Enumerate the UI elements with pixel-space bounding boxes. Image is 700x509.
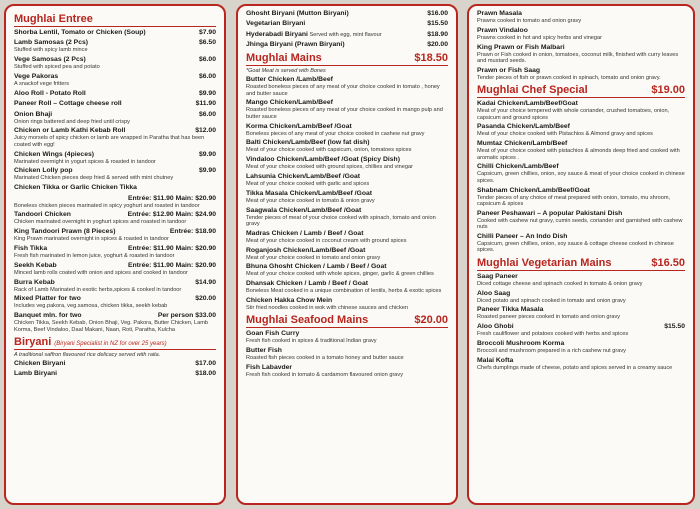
item-price: $20.00 bbox=[427, 41, 448, 49]
item-name: Fish Tikka bbox=[14, 244, 48, 252]
item-price: $9.90 bbox=[198, 89, 216, 97]
menu-item bbox=[246, 207, 448, 228]
item-row bbox=[14, 211, 216, 219]
item-row bbox=[14, 111, 216, 119]
menu-panel-right bbox=[467, 4, 695, 505]
item-desc: Meat of your choice tempered with whole coriander, crushed tomatoes, onion, capsicum and ground spices bbox=[477, 108, 670, 121]
item-name: Chilli Chicken/Lamb/Beef bbox=[477, 163, 559, 171]
item-desc: A snackof vege fritters bbox=[14, 80, 70, 87]
menu-item bbox=[477, 273, 685, 287]
item-name: Banquet mln. for two bbox=[14, 312, 82, 320]
item-desc: Onion rings battered and deep fried until crispy bbox=[14, 118, 130, 125]
menu-item bbox=[477, 323, 685, 337]
item-name: Prawn Masala bbox=[477, 10, 522, 17]
menu-item bbox=[14, 295, 216, 309]
item-desc: Chicken marinated overnight in yoghurt spices and roasted in tandoor bbox=[14, 219, 187, 226]
menu-item bbox=[14, 312, 216, 333]
menu-item bbox=[246, 10, 448, 18]
menu-item bbox=[477, 233, 685, 254]
menu-item bbox=[14, 184, 216, 192]
section-title: Mughlai Chef Special bbox=[477, 84, 588, 97]
item-desc: Minced lamb rolls coated with onion and spices and cooked in tandoor bbox=[14, 269, 188, 276]
item-desc: Diced cottage cheese and spinach cooked in tomato & onion gravy bbox=[477, 280, 643, 287]
item-row bbox=[246, 99, 448, 107]
item-row bbox=[14, 56, 216, 64]
item-name: Chicken Biryani bbox=[14, 359, 66, 367]
item-row bbox=[477, 140, 685, 148]
item-row bbox=[477, 290, 685, 298]
item-row bbox=[246, 31, 448, 39]
veg-list bbox=[477, 273, 685, 371]
item-price: Entrée: $18.90 bbox=[169, 228, 216, 236]
item-desc: Tender pieces of any choice of meat prepared with onion, tomato, mu shroom, capsicum & spices bbox=[477, 194, 671, 208]
item-desc: Meat of your choice cooked with ground spices, chillies and vinegar bbox=[246, 164, 413, 171]
item-row bbox=[246, 230, 448, 238]
menu-item bbox=[14, 245, 216, 259]
item-desc: Marinated overnight in yogurt spices & roasted in tandoor bbox=[14, 158, 156, 165]
item-row bbox=[477, 163, 685, 171]
item-desc: King Prawn marinated overnight in spices & roasted in tandoor bbox=[14, 236, 169, 243]
menu-panel-left bbox=[4, 4, 226, 505]
menu-item bbox=[477, 67, 685, 81]
item-row bbox=[477, 100, 685, 108]
item-price: $18.90 bbox=[427, 30, 448, 38]
menu-item bbox=[14, 39, 216, 53]
item-name: Seekh Kebab bbox=[14, 261, 57, 269]
item-row bbox=[14, 151, 216, 159]
menu-item bbox=[246, 297, 448, 311]
item-price: Entrée: $11.90 Main: $20.90 bbox=[127, 261, 216, 269]
menu-item bbox=[477, 123, 685, 137]
section-title: Biryani bbox=[14, 335, 52, 348]
item-row bbox=[14, 262, 216, 270]
item-row bbox=[246, 20, 448, 28]
item-desc: Stuffed with spicy lamb mince bbox=[14, 47, 88, 54]
item-desc: Boneless Meat cooked in a unique combination of lentils, herbs & exotic spices bbox=[246, 288, 442, 295]
item-price: $11.90 bbox=[195, 100, 216, 108]
item-row bbox=[477, 123, 685, 131]
item-name: Goan Fish Curry bbox=[246, 330, 300, 338]
item-price: $12.00 bbox=[195, 127, 216, 135]
item-row bbox=[477, 306, 685, 314]
item-desc: Prawn or Fish cooked in onion, tomatoes, coconut milk, finished with curry leaves and mustard seeds. bbox=[477, 51, 679, 64]
item-desc: Chefs dumplings made of cheese, potato and spices served in a creamy sauce bbox=[477, 364, 673, 371]
item-desc: Meat of your choice cooked in tomato and onion gravy bbox=[246, 254, 381, 261]
menu-item bbox=[246, 31, 448, 39]
item-name: Chicken Lolly pop bbox=[14, 167, 73, 175]
biryani-continued-list bbox=[246, 10, 448, 49]
item-row bbox=[246, 156, 448, 164]
item-desc: Meat of your choice cooked with Pistachios & Almond gravy and spices bbox=[477, 131, 653, 138]
item-price: $6.00 bbox=[198, 72, 216, 80]
seafood-continued-list bbox=[477, 10, 685, 81]
item-row bbox=[14, 295, 216, 303]
section-header-seafood bbox=[246, 314, 448, 328]
item-row bbox=[14, 90, 216, 98]
menu-item bbox=[246, 330, 448, 344]
menu-item bbox=[246, 156, 448, 170]
item-name: Chicken Hakka Chow Mein bbox=[246, 296, 333, 304]
item-inline-note: Served with egg, mint flavour bbox=[307, 31, 382, 38]
menu-item bbox=[477, 10, 685, 24]
item-row bbox=[246, 247, 448, 255]
item-row bbox=[477, 187, 685, 195]
item-name: Lamb Samosas (2 Pcs) bbox=[14, 39, 89, 47]
item-name: Mumtaz Chicken/Lamb/Beef bbox=[477, 140, 568, 148]
item-desc: Fresh cauliflower and potatoes cooked with herbs and spices bbox=[477, 331, 629, 338]
menu-item bbox=[14, 370, 216, 378]
item-desc: Cooked with cashew nut gravy, cumin seeds, coriander and garnished with cashew nuts bbox=[477, 217, 683, 231]
item-desc: Meat of your choice cooked with pistachios & almonds deep fried and cooked with aromatic spices . bbox=[477, 148, 680, 161]
item-row bbox=[14, 29, 216, 37]
item-name: King Tandoori Prawn (8 Pieces) bbox=[14, 228, 116, 236]
section-header-chef bbox=[477, 84, 685, 98]
item-row bbox=[14, 228, 216, 236]
menu-item bbox=[477, 27, 685, 41]
item-row bbox=[477, 233, 685, 241]
chef-list bbox=[477, 100, 685, 254]
item-name: Balti Chicken/Lamb/Beef (low fat dish) bbox=[246, 139, 370, 147]
menu-item bbox=[246, 364, 448, 378]
menu-item bbox=[246, 230, 448, 244]
menu-item bbox=[14, 127, 216, 148]
section-note: (Biryani Specialist in NZ for over 25 years) bbox=[54, 340, 167, 347]
item-row bbox=[246, 41, 448, 49]
item-row bbox=[246, 173, 448, 181]
menu-item bbox=[14, 100, 216, 108]
item-price: $17.00 bbox=[195, 359, 216, 367]
item-row bbox=[477, 10, 685, 18]
menu-item bbox=[477, 163, 685, 184]
section-header-biryani bbox=[14, 336, 216, 350]
item-name: Paneer Roll – Cottage cheese roll bbox=[14, 100, 122, 108]
item-desc: Capsicum, green chillies, onion, soy sauce & meat of your choice cooked in chinese spices. bbox=[477, 171, 685, 184]
item-desc: Roasted boneless pieces of any meat of your choice cooked in mango pulp and butter sauce bbox=[246, 107, 443, 120]
menu-item bbox=[477, 306, 685, 320]
menu-item bbox=[14, 29, 216, 37]
item-row bbox=[14, 370, 216, 378]
item-name: Prawn Vindaloo bbox=[477, 26, 528, 34]
menu-item bbox=[14, 73, 216, 87]
item-price: $7.90 bbox=[198, 29, 216, 36]
menu-item bbox=[246, 347, 448, 361]
item-name: Mixed Platter for two bbox=[14, 295, 81, 303]
item-desc: Marinated Chicken pieces deep fried & served with mint chutney bbox=[14, 175, 174, 182]
item-price: Entrée: $11.90 Main: $20.90 bbox=[127, 194, 216, 202]
seafood-list bbox=[246, 330, 448, 378]
item-row bbox=[14, 39, 216, 47]
item-name: Lahsunia Chicken/Lamb/Beef /Goat bbox=[246, 172, 361, 180]
section-title: Mughlai Mains bbox=[246, 52, 322, 65]
item-name: Shorba Lentil, Tomato or Chicken (Soup) bbox=[14, 29, 146, 36]
section-title: Mughlai Seafood Mains bbox=[246, 314, 369, 327]
menu-item bbox=[477, 140, 685, 161]
item-name: Chilli Paneer – An Indo Dish bbox=[477, 233, 568, 241]
item-name: Paneer Peshawari – A popular Pakistani Dish bbox=[477, 209, 623, 217]
biryani-title-group bbox=[14, 336, 167, 348]
item-name: Tikka Masala Chicken/Lamb/Beef /Goat bbox=[246, 189, 373, 197]
menu-item bbox=[477, 44, 685, 65]
item-desc: Fresh fish marinated in lemon juice, yoghurt & roasted in tandoor bbox=[14, 252, 175, 259]
item-row bbox=[14, 184, 216, 192]
section-title: Mughlai Entree bbox=[14, 13, 93, 25]
item-row bbox=[14, 279, 216, 287]
item-name: Burra Kebab bbox=[14, 278, 55, 286]
menu-item bbox=[477, 290, 685, 304]
item-desc: Rack of Lamb Marinated in exotic herbs,spices & cooked in tandoor bbox=[14, 286, 182, 293]
item-name: Bhuna Ghosht Chicken / Lamb / Beef / Goat bbox=[246, 263, 387, 271]
item-name: Ghosht Biryani (Mutton Biryani) bbox=[246, 10, 349, 17]
item-name: Hyderabadi Biryani Served with egg, mint flavour bbox=[246, 30, 382, 38]
item-price: $6.00 bbox=[198, 110, 216, 118]
item-name: Saag Paneer bbox=[477, 272, 518, 280]
item-name: Butter Chicken /Lamb/Beef bbox=[246, 76, 333, 84]
section-price: $18.50 bbox=[414, 52, 448, 65]
menu-item bbox=[246, 263, 448, 277]
item-desc: Roasted fish pieces cooked in a tomato honey and butter sauce bbox=[246, 355, 404, 362]
biryani-list bbox=[14, 360, 216, 378]
section-header-mains bbox=[246, 52, 448, 66]
section-title: Mughlai Vegetarian Mains bbox=[477, 256, 612, 269]
item-desc: Prawns cooked in tomato and onion gravy bbox=[477, 18, 582, 24]
item-name: Vindaloo Chicken/Lamb/Beef /Goat (Spicy Dish) bbox=[246, 156, 400, 164]
menu-item bbox=[14, 211, 216, 225]
item-row bbox=[477, 340, 685, 348]
item-name: Vege Pakoras bbox=[14, 72, 59, 80]
item-row bbox=[246, 330, 448, 338]
item-price: $6.50 bbox=[198, 39, 216, 47]
menu-item bbox=[14, 360, 216, 368]
item-price: $15.50 bbox=[427, 20, 448, 28]
item-row bbox=[246, 76, 448, 84]
item-name: Malai Kofta bbox=[477, 356, 514, 364]
menu-item bbox=[14, 90, 216, 98]
menu-item bbox=[246, 99, 448, 120]
item-desc: Meat of your choice cooked in coconut cream with ground spices bbox=[246, 237, 407, 244]
item-row bbox=[246, 347, 448, 355]
item-name: Jhinga Biryani (Prawn Biryani) bbox=[246, 41, 345, 49]
item-name: Aloo Roll - Potato Roll bbox=[14, 89, 86, 97]
item-name: Chicken Wings (4pieces) bbox=[14, 150, 95, 158]
menu-item bbox=[477, 357, 685, 371]
item-name: Vegetarian Biryani bbox=[246, 20, 306, 28]
item-name: Onion Bhaji bbox=[14, 110, 53, 118]
item-price: Entrée: $11.90 Main: $20.90 bbox=[127, 244, 216, 252]
item-desc: Tender pieces of meat of your choice cooked with spinach, tomato and onion gravy bbox=[246, 214, 436, 227]
item-desc: Roasted paneer pieces cooked in tomato and onion gravy bbox=[477, 314, 621, 321]
item-row bbox=[14, 312, 216, 320]
item-row bbox=[246, 10, 448, 18]
menu-item bbox=[246, 20, 448, 28]
item-desc: Diced potato and spinach cooked in tomato and onion gravy bbox=[477, 297, 626, 304]
menu-item bbox=[246, 247, 448, 261]
item-row bbox=[246, 364, 448, 372]
menu-item bbox=[477, 187, 685, 208]
item-row bbox=[246, 263, 448, 271]
item-desc: Meat of your choice cooked with whole spices, ginger, garlic & green chillies bbox=[246, 271, 434, 278]
item-name: Roganjosh Chicken/Lamb/Beef /Goat bbox=[246, 246, 366, 254]
item-name: Paneer Tikka Masala bbox=[477, 306, 544, 314]
mains-note: *Goat Meat is served with Bones bbox=[246, 68, 326, 75]
item-row bbox=[246, 190, 448, 198]
item-desc: Broccoli and mushroom prepared in a rich cashew nut gravy bbox=[477, 348, 626, 355]
section-header-veg bbox=[477, 257, 685, 271]
item-name: Fish Labavder bbox=[246, 363, 293, 371]
item-row bbox=[477, 323, 685, 331]
item-row bbox=[477, 357, 685, 365]
item-price: $6.00 bbox=[198, 56, 216, 64]
item-name bbox=[14, 195, 124, 203]
item-row bbox=[14, 73, 216, 81]
menu-item bbox=[14, 151, 216, 165]
item-price: $16.00 bbox=[427, 10, 448, 17]
item-desc: Meat of your choice cooked with garlic and spices bbox=[246, 180, 370, 187]
item-desc: Juicy morsels of spicy chicken or lamb are wrapped in Paratha that has been coated with egg! bbox=[14, 135, 205, 148]
item-desc: Meat of your choice cooked in tomato & onion gravy bbox=[246, 197, 375, 204]
item-row bbox=[246, 139, 448, 147]
item-price: $9.90 bbox=[198, 167, 216, 175]
item-desc: Prawns cooked in hot and spicy herbs and vinegar bbox=[477, 34, 603, 41]
item-price: $9.90 bbox=[198, 150, 216, 158]
item-row bbox=[477, 27, 685, 35]
section-price: $19.00 bbox=[651, 84, 685, 97]
item-desc: Stir fried noodles cooked in wok with chinese sauces and chicken bbox=[246, 304, 408, 311]
section-price: $20.00 bbox=[414, 314, 448, 327]
menu-item bbox=[14, 262, 216, 276]
item-desc: Boneless pieces of any meat of your choice cooked in cashew nut gravy bbox=[246, 130, 425, 137]
item-price: $15.50 bbox=[664, 323, 685, 331]
item-desc: Boneless chicken pieces marinated in spicy yoghurt and roasted in tandoor bbox=[14, 202, 200, 209]
item-price: Per person $33.00 bbox=[157, 312, 216, 320]
menu-item bbox=[477, 210, 685, 231]
item-desc: Roasted boneless pieces of any meat of your choice cooked in tomato , honey and butter sauce bbox=[246, 84, 440, 97]
entree-list bbox=[14, 29, 216, 333]
menu-item bbox=[246, 76, 448, 97]
item-name: Prawn or Fish Saag bbox=[477, 66, 541, 74]
item-name: Vege Samosas (2 Pcs) bbox=[14, 56, 86, 64]
item-row bbox=[14, 127, 216, 135]
item-row bbox=[477, 44, 685, 52]
item-row bbox=[477, 273, 685, 281]
menu-item bbox=[14, 56, 216, 70]
item-price: Entrée: $12.90 Main: $24.90 bbox=[127, 211, 216, 219]
item-price: $20.00 bbox=[195, 295, 216, 303]
item-row bbox=[246, 297, 448, 305]
item-desc: Fresh fish cooked in spices & traditional Indian gravy bbox=[246, 338, 377, 345]
menu-item bbox=[246, 41, 448, 49]
item-name: King Prawn or Fish Malbari bbox=[477, 43, 565, 51]
item-row bbox=[246, 207, 448, 215]
item-name: Butter Fish bbox=[246, 347, 282, 355]
item-name: Shabnam Chicken/Lamb/Beef/Goat bbox=[477, 186, 590, 194]
mains-list bbox=[246, 76, 448, 311]
section-price: $16.50 bbox=[651, 256, 685, 269]
item-price: $14.90 bbox=[195, 278, 216, 286]
item-desc: Chicken Tikka, Seekh Kebab, Onion Bhaji, Veg. Pakora, Butter Chicken, Lamb Korma, Beef Vindaloo, Daal Makani, Naan, Roti, Paratha, Kulcha bbox=[14, 320, 209, 333]
item-desc: Meat of your choice cooked with capsicum, onion, tomatoes spices bbox=[246, 147, 412, 154]
menu-item bbox=[14, 279, 216, 293]
item-name: Saagwala Chicken/Lamb/Beef /Goat bbox=[246, 206, 362, 214]
item-row bbox=[246, 123, 448, 131]
menu-item bbox=[246, 190, 448, 204]
item-name: Chicken or Lamb Kathi Kebab Roll bbox=[14, 127, 126, 135]
menu-item bbox=[477, 100, 685, 121]
item-name: Lamb Biryani bbox=[14, 370, 58, 378]
menu-item bbox=[14, 228, 216, 242]
menu-item bbox=[246, 173, 448, 187]
item-name: Dhansak Chicken / Lamb / Beef / Goat bbox=[246, 280, 368, 288]
item-name: Korma Chicken/Lamb/Beef /Goat bbox=[246, 122, 352, 130]
section-header-entree bbox=[14, 13, 216, 27]
item-name: Kadai Chicken/Lamb/Beef/Goat bbox=[477, 100, 578, 108]
item-price: $18.00 bbox=[195, 370, 216, 378]
item-row bbox=[14, 167, 216, 175]
item-row bbox=[14, 360, 216, 368]
menu-item bbox=[246, 280, 448, 294]
item-name: Mango Chicken/Lamb/Beef bbox=[246, 99, 333, 107]
item-row bbox=[246, 280, 448, 288]
item-name: Pasanda Chicken/Lamb/Beef bbox=[477, 123, 570, 131]
item-desc: Includes veg.pakora, veg.samosa, chicken tikka, seekh kebab bbox=[14, 303, 168, 310]
item-desc: Fresh fish cooked in tomato & cardamom flavoured onion gravy bbox=[246, 371, 404, 378]
item-desc: Tender pieces of fish or prawn cooked in spinach, tomato and onion gravy. bbox=[477, 74, 661, 81]
item-desc: Capsicum, green chillies, onion, soy sauce & cottage cheese cooked in chinese spices. bbox=[477, 241, 674, 254]
item-row bbox=[14, 195, 216, 203]
menu-item bbox=[14, 195, 216, 209]
menu-item bbox=[14, 111, 216, 125]
item-row bbox=[14, 245, 216, 253]
menu-panel-middle bbox=[236, 4, 458, 505]
item-name: Tandoori Chicken bbox=[14, 211, 71, 219]
item-name: Madras Chicken / Lamb / Beef / Goat bbox=[246, 229, 364, 237]
item-desc: Stuffed with spiced pea and potato bbox=[14, 64, 100, 71]
menu-item bbox=[14, 167, 216, 181]
biryani-desc: A traditional saffron flavoured rice delicacy served with raita. bbox=[14, 351, 161, 358]
menu-item bbox=[477, 340, 685, 354]
item-row bbox=[477, 210, 685, 218]
item-name: Aloo Saag bbox=[477, 289, 511, 297]
item-row bbox=[14, 100, 216, 108]
item-row bbox=[477, 67, 685, 75]
item-name: Broccoli Mushroom Korma bbox=[477, 340, 565, 348]
menu-item bbox=[246, 139, 448, 153]
item-name: Aloo Ghobi bbox=[477, 323, 514, 331]
menu-item bbox=[246, 123, 448, 137]
item-name: Chicken Tikka or Garlic Chicken Tikka bbox=[14, 184, 137, 192]
